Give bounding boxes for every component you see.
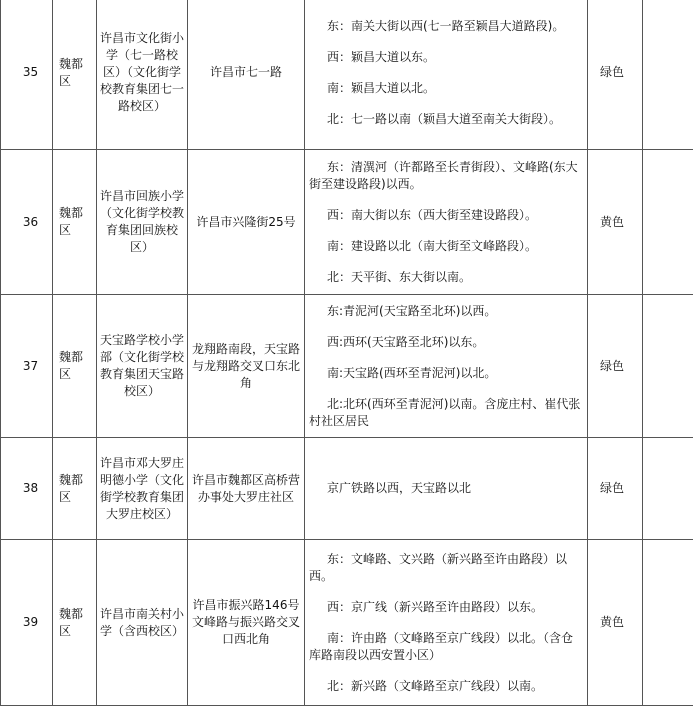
area-description: 京广铁路以西，天宝路以北 bbox=[309, 480, 581, 497]
area-west: 西:西环(天宝路至北环)以东。 bbox=[309, 334, 581, 351]
district-cell: 魏都区 bbox=[53, 540, 97, 706]
address-cell: 许昌市七一路 bbox=[188, 0, 305, 150]
area-north: 北：天平街、东大街以南。 bbox=[309, 269, 581, 286]
zone-color-cell: 黄色 bbox=[588, 150, 643, 295]
table-row bbox=[1, 540, 693, 706]
school-name-cell: 许昌市文化街小学（七一路校区）（文化街学校教育集团七一路校区） bbox=[97, 0, 188, 150]
address-cell: 许昌市魏都区高桥营办事处大罗庄社区 bbox=[188, 438, 305, 540]
area-east: 东：清潩河（许都路至长青街段）、文峰路(东大街至建设路段)以西。 bbox=[309, 159, 581, 193]
enrollment-area-cell bbox=[305, 0, 588, 150]
enrollment-area-cell bbox=[305, 540, 588, 706]
district-cell: 魏都区 bbox=[53, 0, 97, 150]
district-cell: 魏都区 bbox=[53, 150, 97, 295]
area-east: 东：文峰路、文兴路（新兴路至许由路段）以西。 bbox=[309, 551, 581, 585]
area-west: 西：颖昌大道以东。 bbox=[309, 49, 581, 66]
row-number: 38 bbox=[1, 438, 53, 540]
empty-cell bbox=[643, 438, 693, 540]
area-west: 西：京广线（新兴路至许由路段）以东。 bbox=[309, 599, 581, 616]
area-south: 南:天宝路(西环至青泥河)以北。 bbox=[309, 365, 581, 382]
address-cell: 许昌市兴隆街25号 bbox=[188, 150, 305, 295]
row-number: 37 bbox=[1, 295, 53, 438]
area-east: 东：南关大街以西(七一路至颖昌大道路段)。 bbox=[309, 18, 581, 35]
enrollment-area-cell bbox=[305, 150, 588, 295]
area-south: 南：许由路（文峰路至京广线段）以北。（含仓库路南段以西安置小区） bbox=[309, 630, 581, 664]
table-row bbox=[1, 438, 693, 540]
enrollment-area-cell bbox=[305, 438, 588, 540]
table-row bbox=[1, 0, 693, 150]
area-north: 北:北环(西环至青泥河)以南。含庞庄村、崔代张村社区居民 bbox=[309, 396, 581, 430]
area-south: 南：建设路以北（南大街至文峰路段）。 bbox=[309, 238, 581, 255]
area-west: 西：南大街以东（西大街至建设路段）。 bbox=[309, 207, 581, 224]
row-number: 35 bbox=[1, 0, 53, 150]
empty-cell bbox=[643, 295, 693, 438]
school-name-cell: 天宝路学校小学部（文化街学校教育集团天宝路校区） bbox=[97, 295, 188, 438]
area-north: 北：新兴路（文峰路至京广线段）以南。 bbox=[309, 678, 581, 695]
zone-color-cell: 绿色 bbox=[588, 438, 643, 540]
row-number: 39 bbox=[1, 540, 53, 706]
address-cell: 龙翔路南段，天宝路与龙翔路交叉口东北角 bbox=[188, 295, 305, 438]
school-name-cell: 许昌市回族小学（文化街学校教育集团回族校区） bbox=[97, 150, 188, 295]
district-cell: 魏都区 bbox=[53, 438, 97, 540]
school-name-cell: 许昌市南关村小学（含西校区） bbox=[97, 540, 188, 706]
enrollment-area-cell bbox=[305, 295, 588, 438]
school-name-cell: 许昌市邓大罗庄明德小学（文化街学校教育集团大罗庄校区） bbox=[97, 438, 188, 540]
zone-color-cell: 黄色 bbox=[588, 540, 643, 706]
table-row bbox=[1, 295, 693, 438]
area-north: 北：七一路以南（颖昌大道至南关大街段）。 bbox=[309, 111, 581, 128]
area-east: 东:青泥河(天宝路至北环)以西。 bbox=[309, 303, 581, 320]
address-cell: 许昌市振兴路146号文峰路与振兴路交叉口西北角 bbox=[188, 540, 305, 706]
empty-cell bbox=[643, 150, 693, 295]
empty-cell bbox=[643, 0, 693, 150]
table-row bbox=[1, 150, 693, 295]
district-cell: 魏都区 bbox=[53, 295, 97, 438]
zone-color-cell: 绿色 bbox=[588, 0, 643, 150]
empty-cell bbox=[643, 540, 693, 706]
zone-color-cell: 绿色 bbox=[588, 295, 643, 438]
row-number: 36 bbox=[1, 150, 53, 295]
area-south: 南：颖昌大道以北。 bbox=[309, 80, 581, 97]
